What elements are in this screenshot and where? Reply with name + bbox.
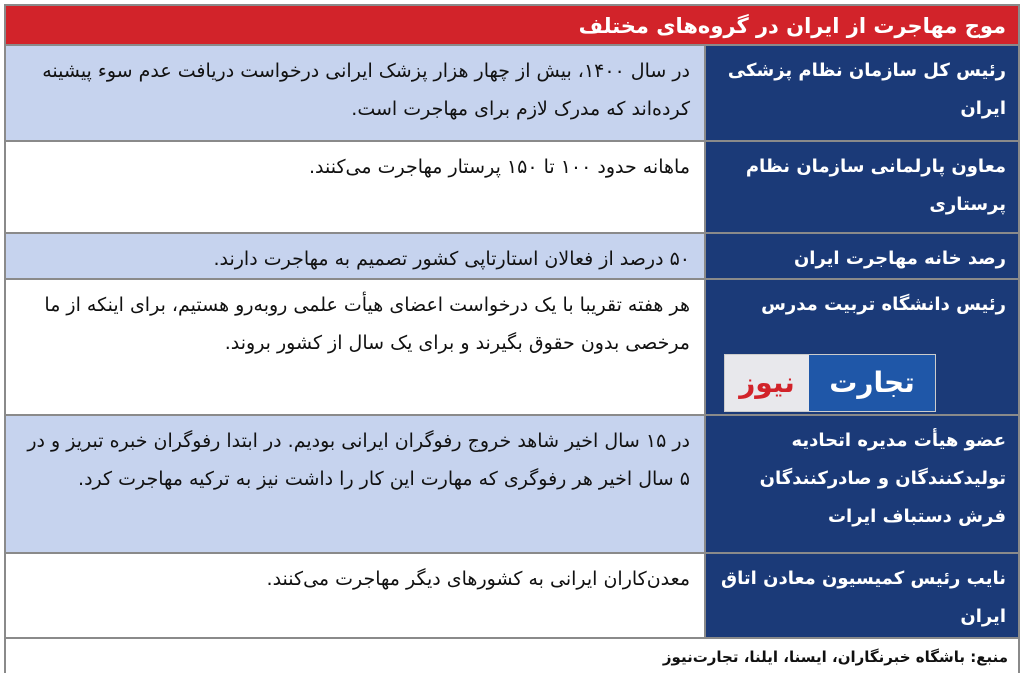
table-row (6, 554, 1018, 639)
row-text: در ۱۵ سال اخیر شاهد خروج رفوگران ایرانی بودیم. در ابتدا رفوگران خبره تبریز و در ۵ سال اخیر هر رفوگری که مهارت این کار را داشت نیز به ترکیه مهاجرت کرد. (6, 416, 704, 552)
brand-logo (724, 354, 936, 412)
row-label-text: رئیس دانشگاه تربیت مدرس (761, 294, 1006, 315)
row-label: نایب رئیس کمیسیون معادن اتاق ایران (704, 554, 1018, 637)
row-text: در سال ۱۴۰۰، بیش از چهار هزار پزشک ایرانی درخواست دریافت عدم سوء پیشینه کرده‌اند که مدرک لازم برای مهاجرت است. (6, 46, 704, 140)
logo-red-part: نیوز (725, 355, 809, 411)
row-text: معدن‌کاران ایرانی به کشورهای دیگر مهاجرت می‌کنند. (6, 554, 704, 637)
table-row (6, 416, 1018, 554)
table-row (6, 142, 1018, 234)
row-label: عضو هیأت مدیره اتحادیه تولیدکنندگان و صادرکنندگان فرش دستباف ایرات (704, 416, 1018, 552)
row-text: هر هفته تقریبا با یک درخواست اعضای هیأت علمی روبه‌رو هستیم، برای اینکه از ما مرخصی بدون حقوق بگیرند و برای یک سال از کشور بروند. (6, 280, 704, 414)
row-label (704, 280, 1018, 414)
table-row (6, 280, 1018, 416)
logo-blue-part: تجارت (809, 355, 935, 411)
table-row (6, 234, 1018, 280)
row-label: معاون پارلمانی سازمان نظام پرستاری (704, 142, 1018, 232)
infographic-table (4, 4, 1020, 673)
row-text: ۵۰ درصد از فعالان استارتاپی کشور تصمیم به مهاجرت دارند. (6, 234, 704, 278)
row-label: رئیس کل سازمان نظام پزشکی ایران (704, 46, 1018, 140)
row-text: ماهانه حدود ۱۰۰ تا ۱۵۰ پرستار مهاجرت می‌کنند. (6, 142, 704, 232)
source-note: منبع: باشگاه خبرنگاران، ایسنا، ایلنا، تجارت‌نیوز (6, 639, 1018, 675)
table-row (6, 46, 1018, 142)
table-title: موج مهاجرت از ایران در گروه‌های مختلف (6, 6, 1018, 46)
row-label: رصد خانه مهاجرت ایران (704, 234, 1018, 278)
